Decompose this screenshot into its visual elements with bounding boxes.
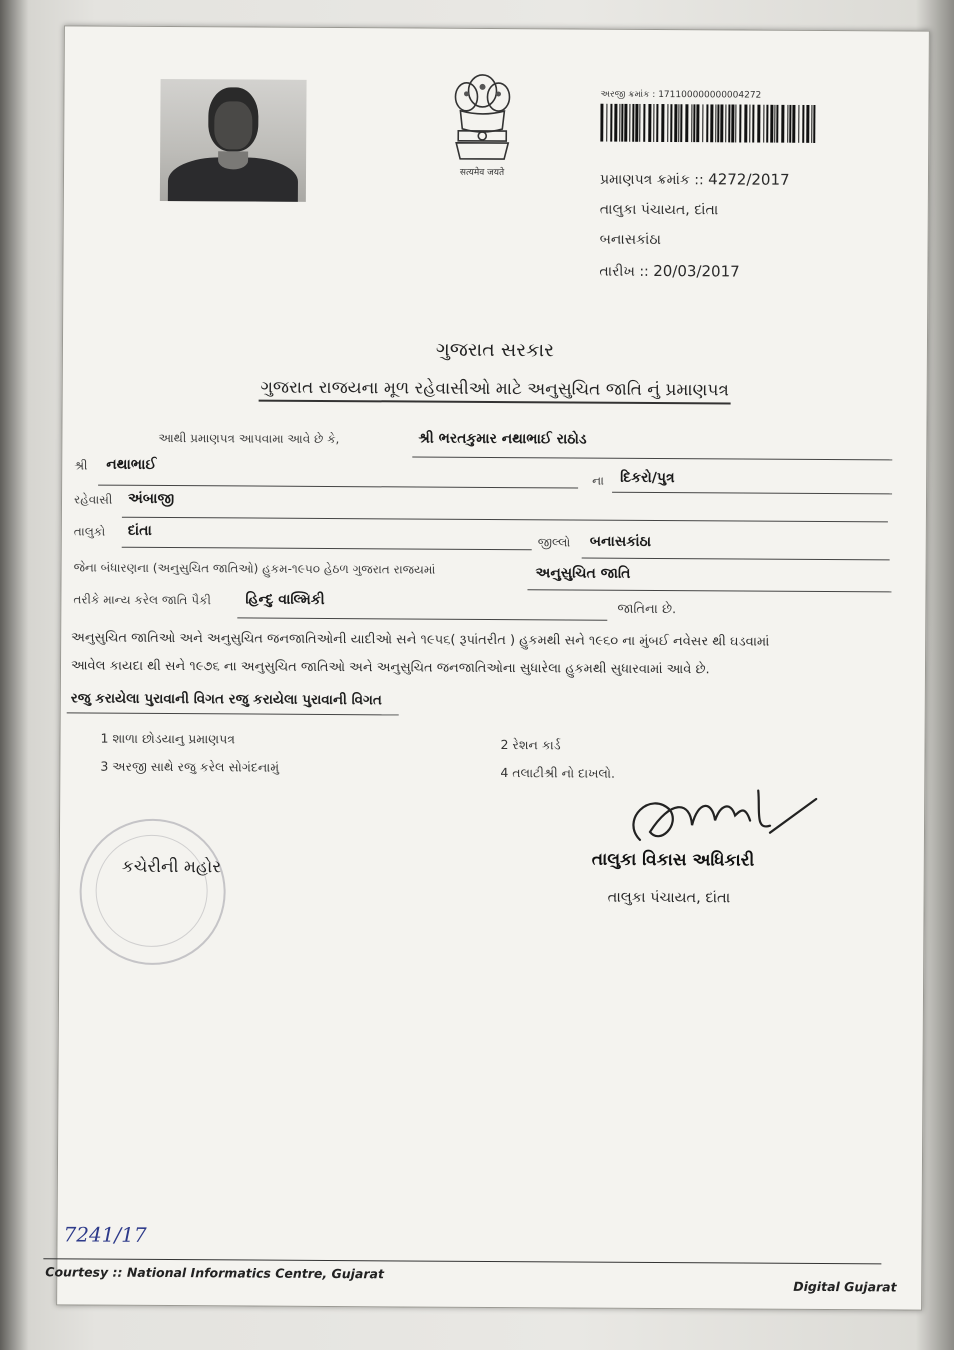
barcode-bar: [678, 104, 679, 142]
resident-value: અંબાજી: [127, 490, 175, 508]
document-item: 2 રેશન કાર્ડ: [500, 737, 561, 753]
barcode-bar: [667, 104, 668, 142]
barcode-bar: [798, 105, 799, 143]
barcode-bar: [735, 104, 736, 142]
government-title: ગુજરાત સરકાર: [435, 338, 555, 362]
caste-suffix: જાતિના છે.: [617, 601, 677, 618]
divider: [412, 457, 892, 461]
barcode-bar: [670, 104, 672, 142]
intro-label: આથી પ્રમાણપત્ર આપવામા આવે છે કે,: [158, 430, 340, 447]
paragraph-line-1: અનુસુચિત જાતિઓ અને અનુસુચિત જનજાતિઓની યાદીઓ સને ૧૯૫૬( રૂપાંતરીત ) હુકમથી સને ૧૯૬૦ ના મુંબઈ નવેસર થી ઘડવામાં: [71, 630, 770, 650]
divider: [612, 492, 892, 495]
taluka-label: તાલુકો: [73, 524, 106, 539]
taluka-value: દાંતા: [127, 522, 152, 539]
applicant-photo: [160, 79, 307, 202]
handwritten-note: 7241/17: [63, 1222, 147, 1247]
signature-mark: [620, 770, 831, 861]
barcode-bar: [744, 105, 747, 143]
barcode-bar: [802, 105, 804, 143]
barcode-bar: [789, 105, 791, 143]
certificate-page: [45, 25, 930, 1310]
barcode-bar: [656, 104, 658, 142]
district-value: બનાસકાંઠા: [589, 533, 652, 550]
document-item: 3 અરજી સાથે રજુ કરેલ સોગંદનામું: [100, 758, 280, 775]
order-text: જેના બંધારણના (અનુસુચિત જાતિઓ) હુકમ-૧૯૫૦ હેઠળ ગુજરાત રાજયમાં: [73, 560, 436, 577]
document-item: 4 તલાટીશ્રી નો દાખલો.: [500, 765, 616, 781]
divider: [527, 589, 891, 592]
divider: [43, 1258, 881, 1264]
documents-heading: રજુ કરાયેલા પુરાવાની વિગત રજુ કરાયેલા પુરાવાની વિગત: [70, 690, 382, 709]
barcode-bar: [749, 105, 750, 143]
document-item: 1 શાળા છોડયાનુ પ્રમાણપત્ર: [100, 730, 235, 747]
certificate-number: પ્રમાણપત્ર ક્રમાંક :: 4272/2017: [599, 170, 790, 189]
signatory-office: તાલુકા પંચાયત, દાંતા: [607, 889, 731, 907]
barcode-bar: [653, 104, 654, 142]
caste-label: તરીકે માન્ય કરેલ જાતિ પૈકી: [73, 592, 211, 608]
barcode-bar: [619, 104, 620, 142]
divider: [98, 485, 578, 489]
barcode-bar: [696, 104, 699, 142]
paragraph-line-2: આવેલ કાયદા થી સને ૧૯૭૬ ના અનુસુચિત જાતિઓ અને અનુસુચિત જનજાતિઓના સુધારેલા હુકમથી સુધારવામાં આવે છે.: [70, 658, 710, 678]
barcode-bar: [624, 104, 627, 142]
caste-value: હિન્દુ વાલ્મિકી: [245, 591, 325, 608]
resident-label: રહેવાસી: [73, 492, 113, 507]
relation-value: દિકરો/પુત્ર: [620, 469, 675, 487]
barcode-bar: [774, 105, 775, 143]
barcode-bar: [792, 105, 795, 143]
emblem-motto: सत्यमेव जयते: [459, 167, 505, 179]
national-emblem-icon: [442, 67, 523, 187]
barcode-bar: [706, 104, 708, 142]
barcode-bar: [757, 105, 760, 143]
barcode-bar: [787, 105, 788, 143]
legal-paragraph: [71, 624, 901, 685]
father-label: શ્રી: [74, 458, 88, 473]
barcode-bar: [610, 104, 612, 142]
barcode-bar: [720, 104, 723, 142]
barcode-bar: [639, 104, 640, 142]
barcode-bar: [691, 104, 692, 142]
barcode-bar: [606, 104, 607, 142]
barcode-bar: [674, 104, 677, 142]
barcode-bar: [781, 105, 784, 143]
barcode-bar: [766, 105, 768, 143]
category-value: અનુસુચિત જાતિ: [535, 565, 631, 582]
barcode-bar: [680, 104, 682, 142]
barcode-bar: [806, 105, 809, 143]
barcode-bar: [648, 104, 651, 142]
barcode-bar: [731, 104, 734, 142]
barcode-bar: [632, 104, 634, 142]
barcode-bar: [685, 104, 688, 142]
certificate-title: ગુજરાત રાજયના મૂળ રહેવાસીઓ માટે અનુસુચિત જાતિ નું પ્રમાણપત્ર: [63, 376, 927, 401]
barcode-bar: [629, 104, 630, 142]
application-number: અરજી ક્રમાંક : 171100000000004272: [600, 89, 762, 101]
divider: [122, 547, 532, 551]
barcode-bar: [811, 105, 812, 143]
barcode-bar: [661, 104, 664, 142]
barcode-bar: [635, 104, 638, 142]
signatory-title: તાલુકા વિકાસ અધિકારી: [591, 849, 755, 871]
barcode-bar: [693, 104, 695, 142]
issuing-office: તાલુકા પંચાયત, દાંતા: [599, 201, 719, 219]
applicant-name: શ્રી ભરતકુમાર નથાભાઈ રાઠોડ: [418, 430, 587, 448]
office-seal-stamp: [79, 818, 226, 965]
relation-label: ના: [592, 473, 605, 488]
district-label: જીલ્લો: [537, 535, 571, 550]
barcode-bar: [763, 105, 764, 143]
barcode-bar: [702, 104, 703, 142]
divider: [582, 558, 890, 561]
barcode-bar: [600, 104, 603, 142]
barcode-bar: [614, 104, 617, 142]
barcode-bar: [710, 104, 713, 142]
courtesy-text: Courtesy :: National Informatics Centre, Gujarat: [45, 1264, 385, 1282]
divider: [237, 617, 607, 620]
barcode-bar: [725, 104, 726, 142]
barcode-bar: [728, 104, 730, 142]
barcode-bar: [813, 105, 815, 143]
barcode-bar: [621, 104, 623, 142]
barcode: [600, 104, 816, 143]
issuing-district: બનાસકાંઠા: [599, 231, 662, 249]
father-name: નથાભાઈ: [106, 456, 157, 473]
barcode-bar: [739, 104, 741, 142]
barcode-bar: [752, 105, 754, 143]
barcode-bar: [776, 105, 778, 143]
divider: [67, 712, 399, 715]
barcode-bar: [770, 105, 773, 143]
barcode-bar: [643, 104, 645, 142]
brand-text: Digital Gujarat: [793, 1278, 897, 1295]
divider: [122, 517, 888, 523]
barcode-bar: [717, 104, 719, 142]
barcode-bar: [715, 104, 716, 142]
issue-date: તારીખ :: 20/03/2017: [599, 261, 740, 281]
seal-label: કચેરીની મહોર: [121, 856, 222, 878]
